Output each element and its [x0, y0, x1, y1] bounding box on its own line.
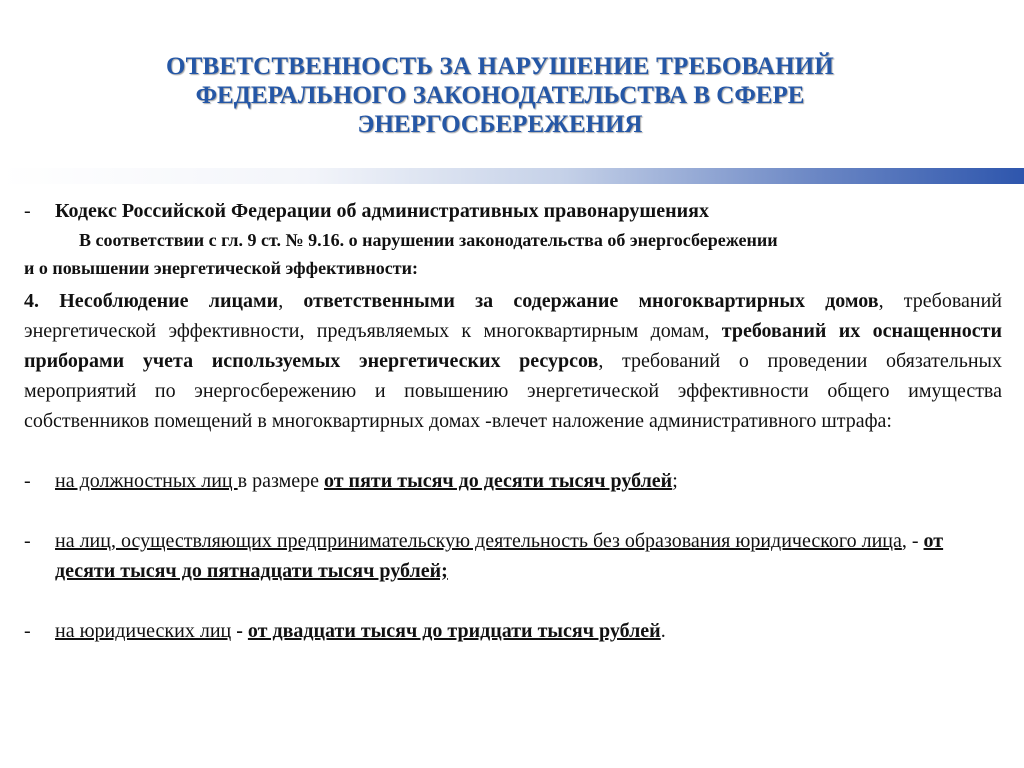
code-heading: Кодекс Российской Федерации об административных правонарушениях — [55, 200, 709, 222]
title-line-3: ЭНЕРГОСБЕРЕЖЕНИЯ — [357, 111, 643, 138]
title-line-2: ФЕДЕРАЛЬНОГО ЗАКОНОДАТЕЛЬСТВА В СФЕРЕ — [195, 82, 805, 109]
spacer — [24, 496, 1002, 526]
gradient-divider — [0, 168, 1024, 184]
paragraph-4-requirements: , требований энергетической эффективности, предъявляемых к многоквартирным домам, — [24, 290, 1002, 342]
penalty-end: . — [660, 620, 666, 642]
paragraph-4-rest: , требований о проведении обязательных мероприятий по энергосбережению и повышению энергетической эффективности общего имущества собственников помещений в многоквартирных домах -влечет наложение административного штрафа: — [24, 350, 1002, 432]
penalty-subject: на лиц, осуществляющих предпринимательскую деятельность без образования юридического лица — [55, 530, 902, 552]
article-intro-line-1: В соответствии с гл. 9 ст. № 9.16. о нарушении законодательства об энергосбережении — [79, 230, 778, 250]
spacer — [24, 436, 1002, 466]
penalty-entrepreneurs — [24, 526, 1002, 586]
penalty-amount: от пяти тысяч до десяти тысяч рублей — [324, 470, 673, 492]
slide-body — [24, 196, 1002, 646]
penalty-mid: , - — [901, 530, 924, 552]
slide-title — [110, 52, 890, 139]
penalty-end: ; — [672, 470, 678, 492]
penalty-mid: в размере — [237, 470, 324, 492]
penalty-subject: на юридических лиц — [55, 620, 232, 642]
article-intro — [24, 226, 1002, 282]
bullet-dash: - — [24, 470, 31, 492]
penalty-legal-entities — [24, 616, 1002, 646]
spacer — [24, 586, 1002, 616]
paragraph-4-responsible: ответственными за содержание многоквартирных домов — [303, 290, 879, 312]
penalty-amount: от двадцати тысяч до тридцати тысяч рублей — [247, 620, 661, 642]
title-line-1: ОТВЕТСТВЕННОСТЬ ЗА НАРУШЕНИЕ ТРЕБОВАНИЙ — [165, 53, 835, 80]
bullet-dash: - — [24, 200, 31, 222]
code-heading-item — [24, 196, 1002, 226]
penalty-mid: - — [231, 620, 248, 642]
penalty-officials — [24, 466, 1002, 496]
article-intro-line-2: и о повышении энергетической эффективности: — [24, 258, 418, 278]
paragraph-4-metering: требований их оснащенности приборами учета используемых энергетических ресурсов — [24, 320, 1003, 372]
paragraph-4-comma: , — [278, 290, 304, 312]
paragraph-4-lead: 4. Несоблюдение лицами — [24, 290, 279, 312]
bullet-dash: - — [24, 530, 31, 552]
bullet-dash: - — [24, 620, 31, 642]
penalty-amount: от десяти тысяч до пятнадцати тысяч рублей; — [55, 530, 944, 582]
penalty-subject: на должностных лиц — [55, 470, 238, 492]
paragraph-4 — [24, 286, 1002, 436]
